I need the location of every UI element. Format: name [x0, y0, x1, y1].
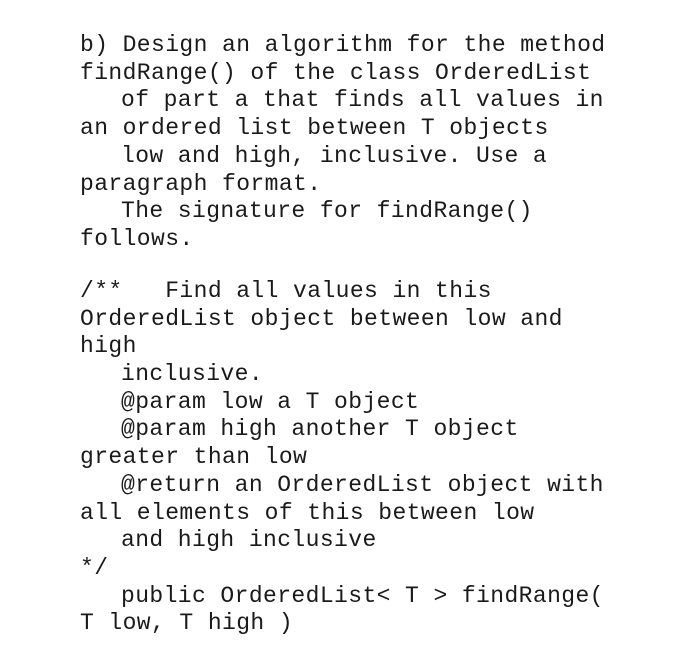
code-line-7: greater than low — [80, 444, 308, 470]
code-line-5: @param low a T object — [121, 389, 420, 415]
question-line-7: The signature for findRange() — [121, 198, 533, 224]
question-line-8: follows. — [80, 226, 194, 252]
code-line-6: @param high another T object — [121, 416, 519, 442]
code-line-4: inclusive. — [121, 361, 264, 387]
question-line-6: paragraph format. — [80, 171, 322, 197]
question-line-4: an ordered list between T objects — [80, 115, 549, 141]
code-line-10: and high inclusive — [121, 527, 377, 553]
code-line-9: all elements of this between low — [80, 500, 535, 526]
question-line-3: of part a that finds all values in — [121, 87, 604, 113]
code-line-1: /** Find all values in this — [80, 278, 492, 304]
code-line-2: OrderedList object between low and — [80, 306, 563, 332]
code-line-12: public OrderedList< T > findRange( — [121, 583, 604, 609]
code-line-8: @return an OrderedList object with — [121, 472, 604, 498]
question-line-5: low and high, inclusive. Use a — [121, 143, 548, 169]
code-line-13: T low, T high ) — [80, 610, 294, 636]
code-line-3: high — [80, 333, 137, 359]
code-line-11: */ — [80, 555, 109, 581]
question-line-1: b) Design an algorithm for the method — [80, 32, 606, 58]
question-line-2: findRange() of the class OrderedList — [80, 60, 592, 86]
